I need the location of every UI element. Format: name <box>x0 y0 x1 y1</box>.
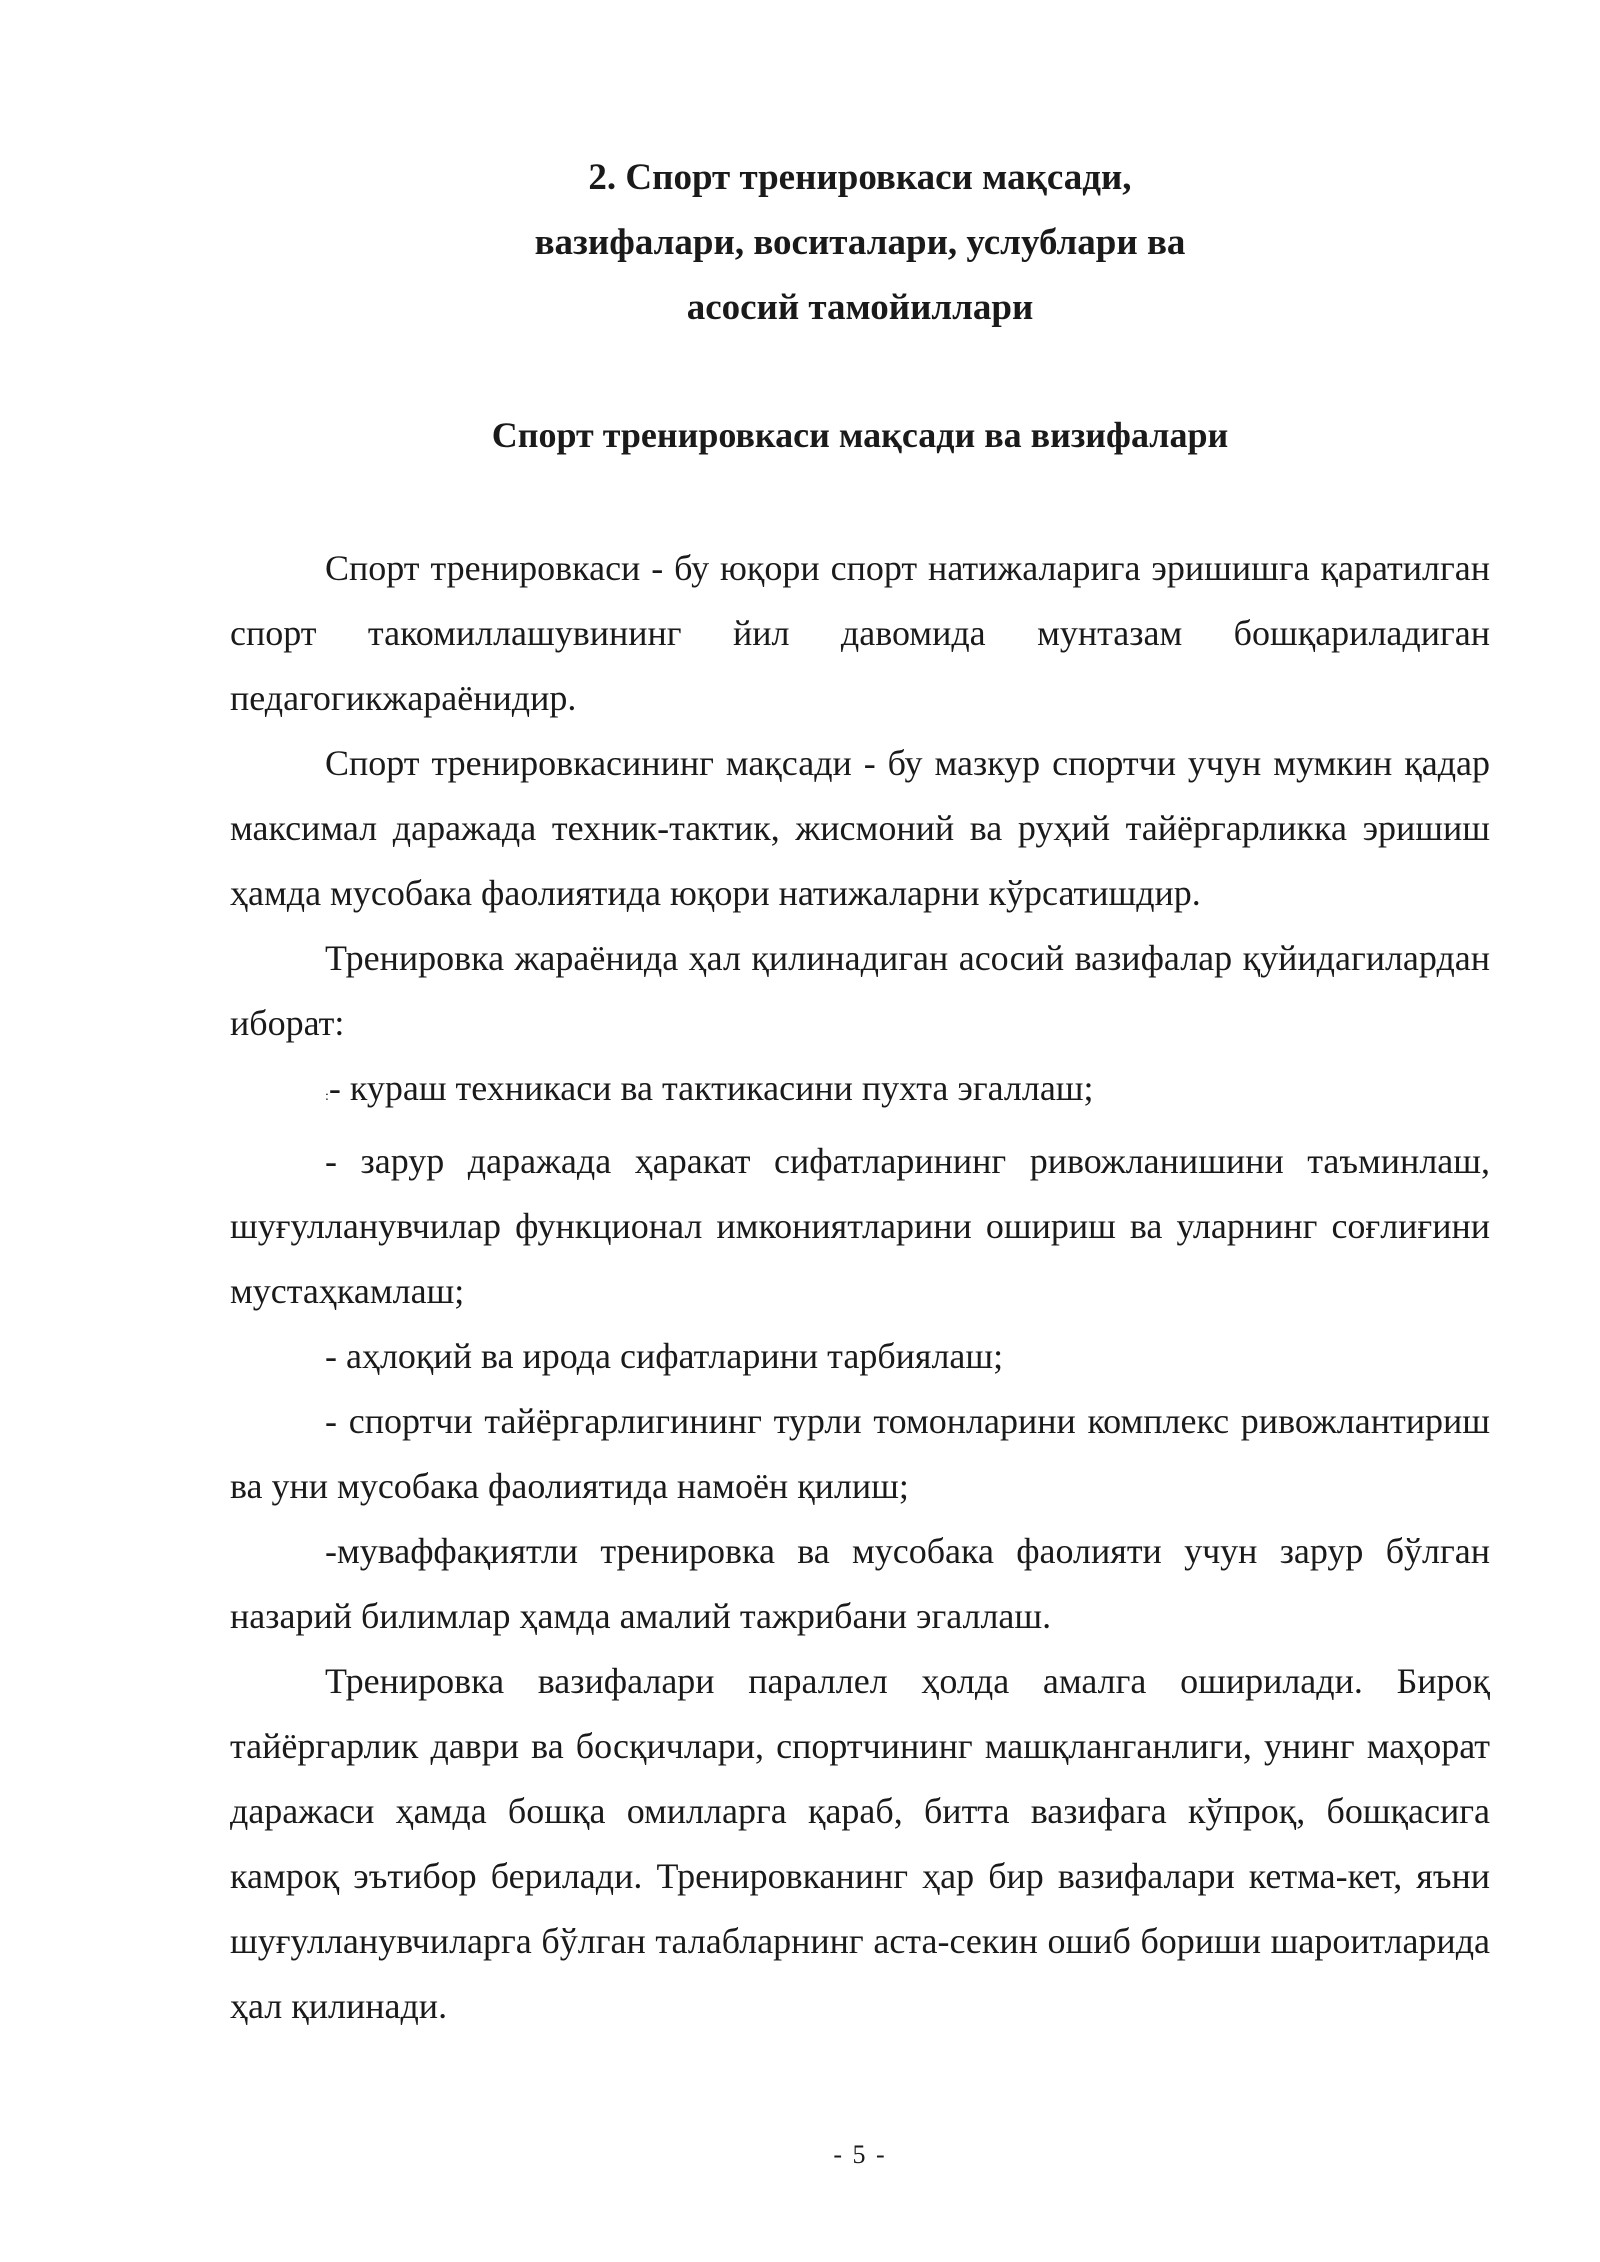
chapter-title-line-2: вазифалари, воситалари, услублари ва <box>534 222 1186 263</box>
list-item-technique <box>230 1056 1490 1129</box>
list-item-knowledge: -муваффақиятли тренировка ва мусобака фаолияти учун зарур бўлган назарий билимлар ҳамда амалий тажрибани эгаллаш. <box>230 1531 1490 1636</box>
body-text <box>230 536 1490 2039</box>
list-item-complex-development: - спортчи тайёргарлигининг турли томонларини комплекс ривожлантириш ва уни мусобака фаолиятида намоён қилиш; <box>230 1401 1490 1506</box>
paragraph-tasks-intro: Тренировка жараёнида ҳал қилинадиган асосий вазифалар қуйидагилардан иборат: <box>230 938 1490 1043</box>
chapter-title-line-1: 2. Спорт тренировкаси мақсади, <box>588 157 1132 198</box>
list-item-text: - кураш техникаси ва тактикасини пухта эгаллаш; <box>328 1068 1094 1108</box>
list-marker: : <box>325 1089 329 1104</box>
paragraph-goal: Спорт тренировкасининг мақсади - бу мазкур спортчи учун мумкин қадар максимал даражада техник-тактик, жисмоний ва руҳий тайёргарликка эришиш ҳамда мусобака фаолиятида юқори натижаларни кўрсатишдир. <box>230 743 1490 913</box>
chapter-title <box>0 145 1600 340</box>
list-item-motor-qualities: - зарур даражада ҳаракат сифатларининг ривожланишини таъминлаш, шуғулланувчилар функционал имкониятларини ошириш ва уларнинг соғлиғини мустаҳкамлаш; <box>230 1141 1490 1311</box>
paragraph-definition: Спорт тренировкаси - бу юқори спорт натижаларига эришишга қаратилган спорт такомиллашувининг йил давомида мунтазам бошқариладиган педагогикжараёнидир. <box>230 548 1490 718</box>
section-title: Спорт тренировкаси мақсади ва визифалари <box>491 415 1229 455</box>
page-number: - 5 - <box>833 2140 887 2169</box>
list-item-moral-qualities: - аҳлоқий ва ирода сифатларини тарбиялаш; <box>325 1336 1004 1376</box>
chapter-title-line-3: асосий тамойиллари <box>686 287 1034 328</box>
paragraph-parallel-tasks: Тренировка вазифалари параллел ҳолда амалга оширилади. Бироқ тайёргарлик даври ва босқичлари, спортчининг машқланганлиги, унинг маҳорат даражаси ҳамда бошқа омилларга қараб, битта вазифага кўпроқ, бошқасига камроқ эътибор берилади. Тренировканинг ҳар бир вазифалари кетма-кет, яъни шуғулланувчиларга бўлган талабларнинг аста-секин ошиб бориши шароитларида ҳал қилинади. <box>230 1661 1490 2026</box>
